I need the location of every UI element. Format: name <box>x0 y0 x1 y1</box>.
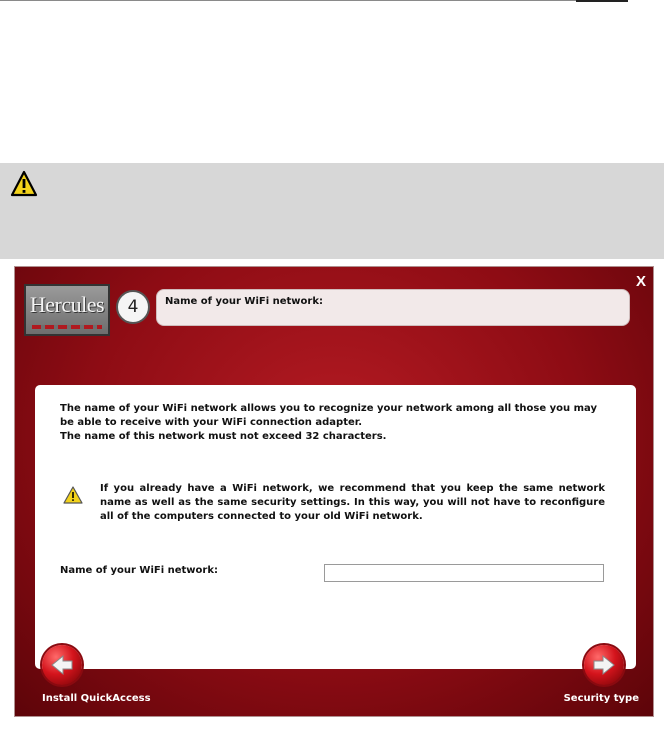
next-button[interactable] <box>584 645 624 685</box>
step-number: 4 <box>116 290 150 324</box>
step-title: Name of your WiFi network: <box>165 296 323 307</box>
intro-text <box>60 402 610 444</box>
tip-paragraph: If you already have a WiFi network, we recommend that you keep the same network name as well as the same security settings. In this way, you will not have to reconfigure all of the computers connected to your old WiFi network. <box>100 483 605 522</box>
warning-banner <box>0 163 664 259</box>
logo-stripe <box>32 325 102 329</box>
content-panel <box>35 385 636 669</box>
hercules-logo <box>24 284 110 336</box>
tip-text <box>100 482 605 524</box>
network-name-label: Name of your WiFi network: <box>60 565 218 576</box>
next-label[interactable]: Security type <box>563 693 639 704</box>
close-button[interactable]: X <box>635 273 646 290</box>
top-divider-accent <box>576 0 628 2</box>
arrow-left-icon <box>48 651 76 679</box>
intro-paragraph: The name of your WiFi network allows you to recognize your network among all those you may be able to receive with your WiFi connection adapter. <box>60 403 598 428</box>
character-limit-note: The name of this network must not exceed 32 characters. <box>60 431 387 442</box>
arrow-right-icon <box>590 651 618 679</box>
network-name-input[interactable] <box>324 564 604 582</box>
logo-text: Hercules <box>29 292 105 317</box>
back-label[interactable]: Install QuickAccess <box>42 693 151 704</box>
top-divider <box>0 0 628 1</box>
wifi-setup-dialog <box>14 266 654 717</box>
step-title-box <box>156 289 630 326</box>
warning-icon <box>63 486 83 508</box>
warning-icon <box>10 170 38 202</box>
back-button[interactable] <box>42 645 82 685</box>
